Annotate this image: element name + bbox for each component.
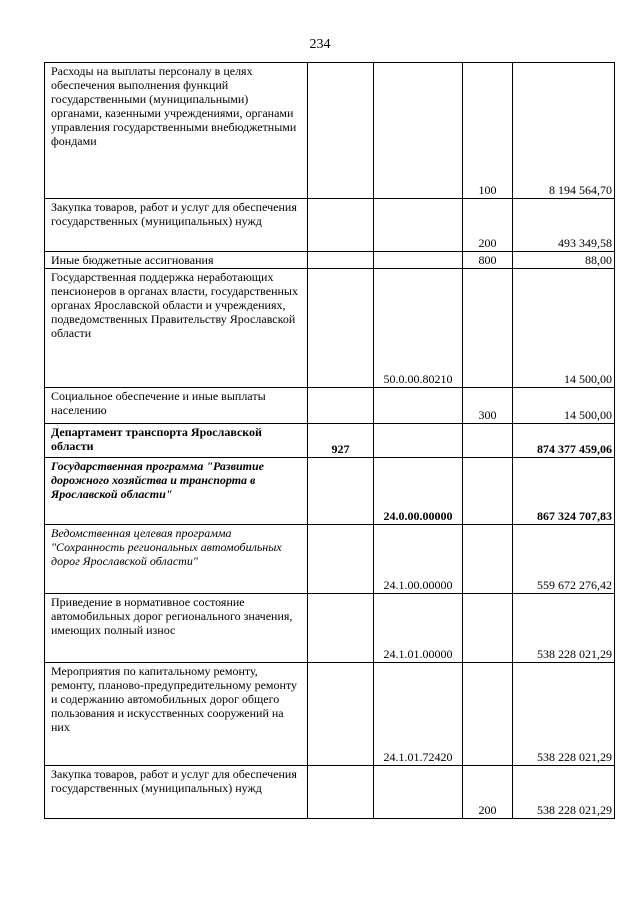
row-amount: 14 500,00 (513, 269, 615, 388)
row-dept (308, 766, 374, 819)
row-code: 24.1.01.72420 (374, 663, 463, 766)
row-code (374, 252, 463, 269)
row-name: Государственная поддержка неработающих пенсионеров в органах власти, государственных органах Ярославской области и учреждениях, подведомственных Правительству Ярославской области (45, 269, 308, 388)
row-amount: 538 228 021,29 (513, 594, 615, 663)
row-dept (308, 269, 374, 388)
row-code (374, 424, 463, 458)
row-dept: 927 (308, 424, 374, 458)
row-type (463, 525, 513, 594)
row-amount: 88,00 (513, 252, 615, 269)
table-row (45, 458, 615, 525)
row-name: Приведение в нормативное состояние автомобильных дорог регионального значения, имеющих полный износ (45, 594, 308, 663)
budget-table (44, 62, 615, 819)
table-row (45, 269, 615, 388)
row-dept (308, 458, 374, 525)
row-type (463, 424, 513, 458)
row-dept (308, 252, 374, 269)
row-dept (308, 199, 374, 252)
row-amount: 538 228 021,29 (513, 663, 615, 766)
row-amount: 867 324 707,83 (513, 458, 615, 525)
row-dept (308, 663, 374, 766)
row-type (463, 458, 513, 525)
row-amount: 538 228 021,29 (513, 766, 615, 819)
row-dept (308, 63, 374, 199)
table-row (45, 252, 615, 269)
row-name: Ведомственная целевая программа "Сохранность региональных автомобильных дорог Ярославской области" (45, 525, 308, 594)
row-name: Закупка товаров, работ и услуг для обеспечения государственных (муниципальных) нужд (45, 199, 308, 252)
row-type (463, 269, 513, 388)
table-row (45, 525, 615, 594)
row-amount: 493 349,58 (513, 199, 615, 252)
row-type (463, 663, 513, 766)
row-type: 200 (463, 766, 513, 819)
row-type: 100 (463, 63, 513, 199)
row-type: 200 (463, 199, 513, 252)
row-name: Иные бюджетные ассигнования (45, 252, 308, 269)
row-amount: 14 500,00 (513, 388, 615, 424)
row-dept (308, 594, 374, 663)
row-amount: 874 377 459,06 (513, 424, 615, 458)
table-row (45, 594, 615, 663)
table-row (45, 424, 615, 458)
row-amount: 559 672 276,42 (513, 525, 615, 594)
table-row (45, 663, 615, 766)
row-dept (308, 388, 374, 424)
row-code (374, 766, 463, 819)
row-code: 24.1.00.00000 (374, 525, 463, 594)
table-row (45, 199, 615, 252)
row-code (374, 388, 463, 424)
row-code (374, 199, 463, 252)
row-amount: 8 194 564,70 (513, 63, 615, 199)
row-name: Государственная программа "Развитие дорожного хозяйства и транспорта в Ярославской области" (45, 458, 308, 525)
page-number: 234 (309, 37, 331, 52)
row-name: Закупка товаров, работ и услуг для обеспечения государственных (муниципальных) нужд (45, 766, 308, 819)
row-name: Департамент транспорта Ярославской области (45, 424, 308, 458)
row-dept (308, 525, 374, 594)
row-code: 50.0.00.80210 (374, 269, 463, 388)
row-code (374, 63, 463, 199)
table-row (45, 63, 615, 199)
row-code: 24.1.01.00000 (374, 594, 463, 663)
row-name: Расходы на выплаты персоналу в целях обеспечения выполнения функций государственными (муниципальными) органами, казенными учреждениями, органами управления государственными внебюджетными фондами (45, 63, 308, 199)
row-type (463, 594, 513, 663)
table-row (45, 766, 615, 819)
row-code: 24.0.00.00000 (374, 458, 463, 525)
row-name: Социальное обеспечение и иные выплаты населению (45, 388, 308, 424)
row-type: 800 (463, 252, 513, 269)
row-type: 300 (463, 388, 513, 424)
table-row (45, 388, 615, 424)
row-name: Мероприятия по капитальному ремонту, ремонту, планово-предупредительному ремонту и содержанию автомобильных дорог общего пользования и искусственных сооружений на них (45, 663, 308, 766)
